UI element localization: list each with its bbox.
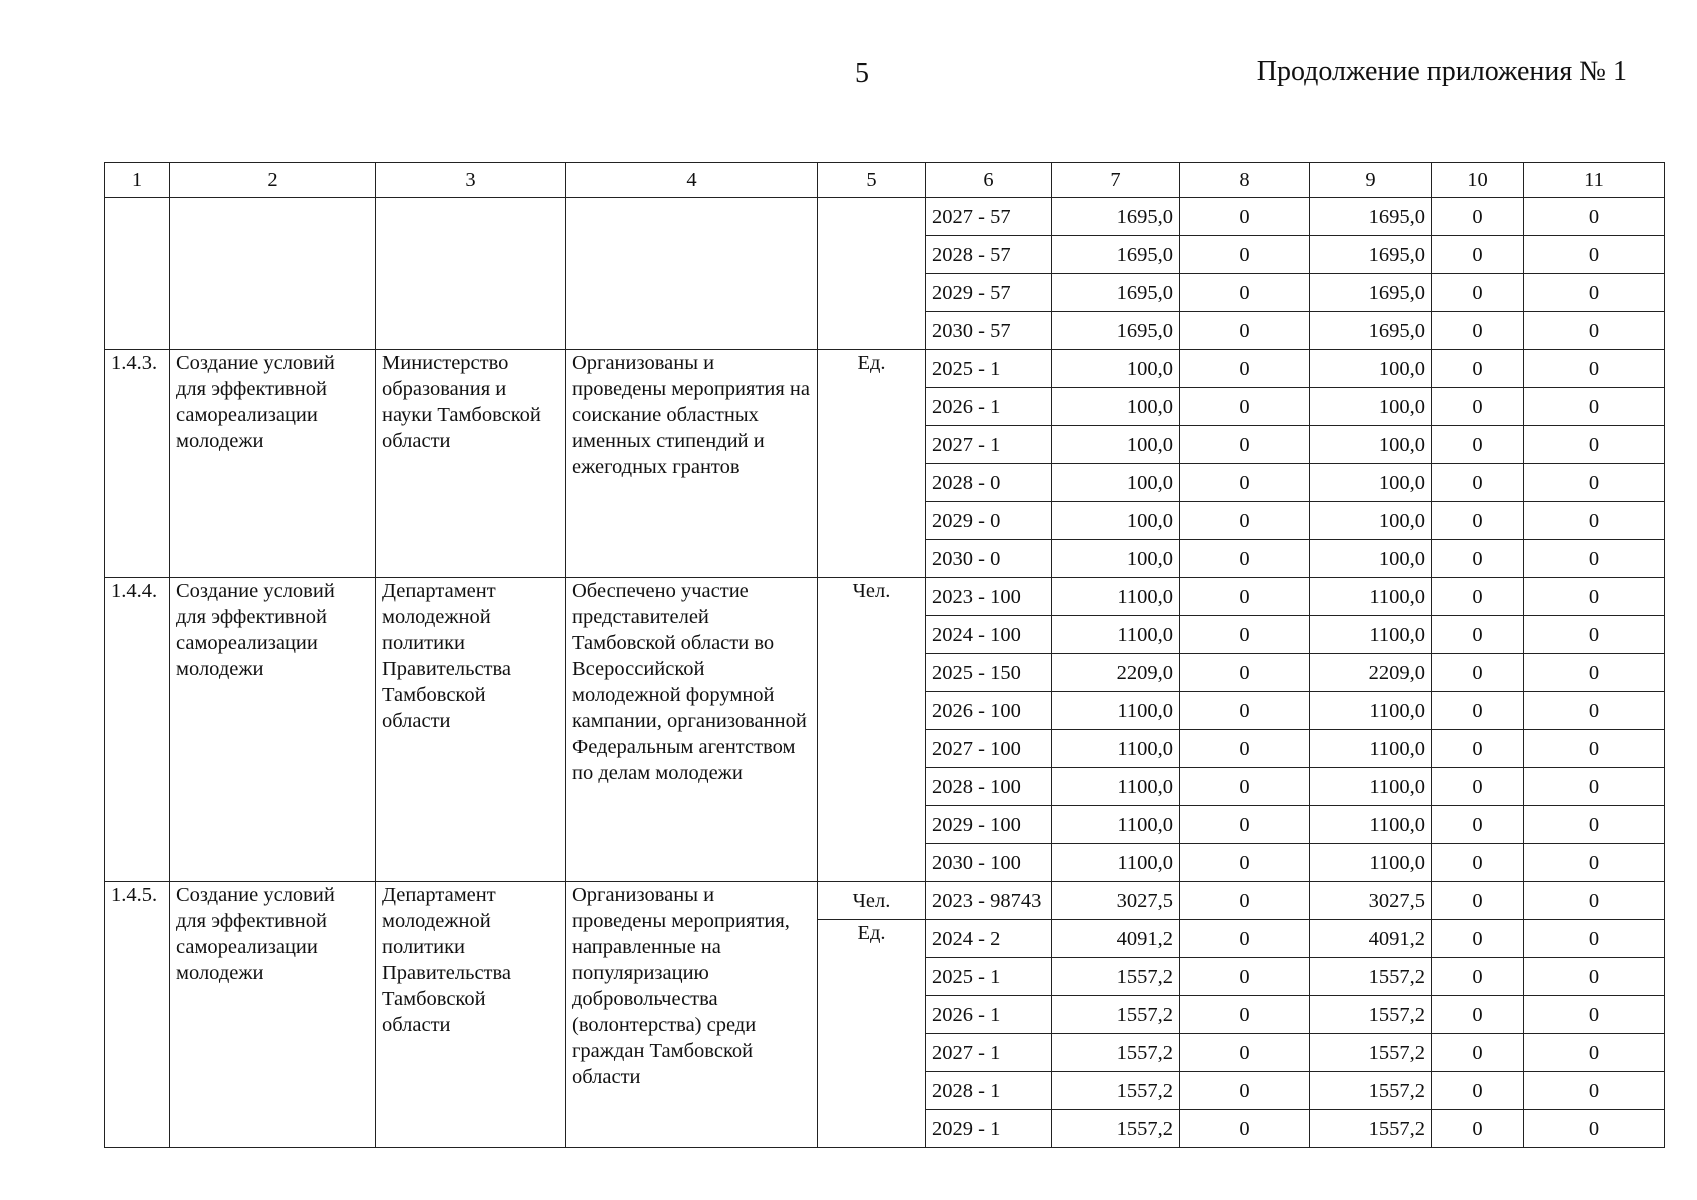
total-funding-cell: 1100,0 xyxy=(1052,806,1180,844)
column-header-6: 6 xyxy=(926,163,1052,198)
year-target-cell: 2029 - 100 xyxy=(926,806,1052,844)
total-funding-cell: 1695,0 xyxy=(1052,198,1180,236)
column-number-row xyxy=(105,163,1665,198)
federal-funding-cell: 0 xyxy=(1180,350,1310,388)
executor-cell: Департамент молодежной политики Правительства Тамбовской области xyxy=(376,882,566,1148)
column-header-10: 10 xyxy=(1432,163,1524,198)
extra-budget-funding-cell: 0 xyxy=(1524,274,1665,312)
local-funding-cell: 0 xyxy=(1432,882,1524,920)
extra-budget-funding-cell: 0 xyxy=(1524,502,1665,540)
year-target-cell: 2028 - 100 xyxy=(926,768,1052,806)
federal-funding-cell: 0 xyxy=(1180,236,1310,274)
year-target-cell: 2023 - 100 xyxy=(926,578,1052,616)
local-funding-cell: 0 xyxy=(1432,312,1524,350)
table-row xyxy=(105,882,1665,920)
federal-funding-cell: 0 xyxy=(1180,768,1310,806)
year-target-cell: 2029 - 0 xyxy=(926,502,1052,540)
executor-cell: Министерство образования и науки Тамбовской области xyxy=(376,350,566,578)
regional-funding-cell: 100,0 xyxy=(1310,426,1432,464)
task-cell: Создание условий для эффективной самореализации молодежи xyxy=(170,882,376,1148)
table-row xyxy=(105,198,1665,236)
regional-funding-cell: 100,0 xyxy=(1310,350,1432,388)
total-funding-cell: 1100,0 xyxy=(1052,844,1180,882)
federal-funding-cell: 0 xyxy=(1180,502,1310,540)
unit-cell: Чел. xyxy=(818,882,926,920)
extra-budget-funding-cell: 0 xyxy=(1524,882,1665,920)
year-target-cell: 2028 - 57 xyxy=(926,236,1052,274)
unit-cell xyxy=(818,198,926,350)
federal-funding-cell: 0 xyxy=(1180,274,1310,312)
unit-cell: Чел. xyxy=(818,578,926,882)
year-target-cell: 2028 - 1 xyxy=(926,1072,1052,1110)
total-funding-cell: 2209,0 xyxy=(1052,654,1180,692)
regional-funding-cell: 1695,0 xyxy=(1310,198,1432,236)
year-target-cell: 2029 - 1 xyxy=(926,1110,1052,1148)
extra-budget-funding-cell: 0 xyxy=(1524,616,1665,654)
year-target-cell: 2023 - 98743 xyxy=(926,882,1052,920)
extra-budget-funding-cell: 0 xyxy=(1524,1072,1665,1110)
number-cell xyxy=(105,198,170,350)
total-funding-cell: 100,0 xyxy=(1052,388,1180,426)
regional-funding-cell: 100,0 xyxy=(1310,540,1432,578)
year-target-cell: 2026 - 1 xyxy=(926,996,1052,1034)
total-funding-cell: 100,0 xyxy=(1052,426,1180,464)
total-funding-cell: 1557,2 xyxy=(1052,958,1180,996)
year-target-cell: 2024 - 2 xyxy=(926,920,1052,958)
table-body xyxy=(105,198,1665,1148)
local-funding-cell: 0 xyxy=(1432,958,1524,996)
total-funding-cell: 100,0 xyxy=(1052,502,1180,540)
regional-funding-cell: 3027,5 xyxy=(1310,882,1432,920)
extra-budget-funding-cell: 0 xyxy=(1524,996,1665,1034)
total-funding-cell: 1100,0 xyxy=(1052,692,1180,730)
year-target-cell: 2027 - 57 xyxy=(926,198,1052,236)
federal-funding-cell: 0 xyxy=(1180,540,1310,578)
extra-budget-funding-cell: 0 xyxy=(1524,312,1665,350)
federal-funding-cell: 0 xyxy=(1180,654,1310,692)
total-funding-cell: 1695,0 xyxy=(1052,312,1180,350)
regional-funding-cell: 1557,2 xyxy=(1310,1072,1432,1110)
executor-cell xyxy=(376,198,566,350)
local-funding-cell: 0 xyxy=(1432,236,1524,274)
regional-funding-cell: 1695,0 xyxy=(1310,312,1432,350)
column-header-11: 11 xyxy=(1524,163,1665,198)
extra-budget-funding-cell: 0 xyxy=(1524,426,1665,464)
local-funding-cell: 0 xyxy=(1432,350,1524,388)
regional-funding-cell: 1100,0 xyxy=(1310,806,1432,844)
column-header-4: 4 xyxy=(566,163,818,198)
result-cell: Организованы и проведены мероприятия, направленные на популяризацию добровольчества (волонтерства) среди граждан Тамбовской области xyxy=(566,882,818,1148)
federal-funding-cell: 0 xyxy=(1180,578,1310,616)
extra-budget-funding-cell: 0 xyxy=(1524,844,1665,882)
column-header-7: 7 xyxy=(1052,163,1180,198)
result-cell: Обеспечено участие представителей Тамбовской области во Всероссийской молодежной форумной кампании, организованной Федеральным агентством по делам молодежи xyxy=(566,578,818,882)
task-cell: Создание условий для эффективной самореализации молодежи xyxy=(170,350,376,578)
regional-funding-cell: 1557,2 xyxy=(1310,996,1432,1034)
total-funding-cell: 1695,0 xyxy=(1052,236,1180,274)
year-target-cell: 2027 - 100 xyxy=(926,730,1052,768)
local-funding-cell: 0 xyxy=(1432,844,1524,882)
regional-funding-cell: 4091,2 xyxy=(1310,920,1432,958)
total-funding-cell: 100,0 xyxy=(1052,350,1180,388)
regional-funding-cell: 1557,2 xyxy=(1310,1110,1432,1148)
total-funding-cell: 1557,2 xyxy=(1052,1072,1180,1110)
local-funding-cell: 0 xyxy=(1432,464,1524,502)
year-target-cell: 2027 - 1 xyxy=(926,426,1052,464)
extra-budget-funding-cell: 0 xyxy=(1524,350,1665,388)
year-target-cell: 2030 - 57 xyxy=(926,312,1052,350)
local-funding-cell: 0 xyxy=(1432,274,1524,312)
local-funding-cell: 0 xyxy=(1432,768,1524,806)
total-funding-cell: 100,0 xyxy=(1052,464,1180,502)
appendix-continuation-title: Продолжение приложения № 1 xyxy=(1256,56,1627,87)
result-cell xyxy=(566,198,818,350)
total-funding-cell: 1100,0 xyxy=(1052,768,1180,806)
local-funding-cell: 0 xyxy=(1432,426,1524,464)
result-cell: Организованы и проведены мероприятия на соискание областных именных стипендий и ежегодных грантов xyxy=(566,350,818,578)
local-funding-cell: 0 xyxy=(1432,502,1524,540)
local-funding-cell: 0 xyxy=(1432,540,1524,578)
table-row xyxy=(105,350,1665,388)
federal-funding-cell: 0 xyxy=(1180,806,1310,844)
total-funding-cell: 1557,2 xyxy=(1052,996,1180,1034)
federal-funding-cell: 0 xyxy=(1180,198,1310,236)
extra-budget-funding-cell: 0 xyxy=(1524,388,1665,426)
unit-cell: Ед. xyxy=(818,350,926,578)
column-header-3: 3 xyxy=(376,163,566,198)
year-target-cell: 2024 - 100 xyxy=(926,616,1052,654)
executor-cell: Департамент молодежной политики Правительства Тамбовской области xyxy=(376,578,566,882)
task-cell xyxy=(170,198,376,350)
extra-budget-funding-cell: 0 xyxy=(1524,1110,1665,1148)
item-number-cell: 1.4.4. xyxy=(105,578,170,882)
extra-budget-funding-cell: 0 xyxy=(1524,198,1665,236)
total-funding-cell: 1695,0 xyxy=(1052,274,1180,312)
local-funding-cell: 0 xyxy=(1432,578,1524,616)
item-number-cell: 1.4.3. xyxy=(105,350,170,578)
extra-budget-funding-cell: 0 xyxy=(1524,464,1665,502)
total-funding-cell: 3027,5 xyxy=(1052,882,1180,920)
year-target-cell: 2026 - 100 xyxy=(926,692,1052,730)
task-cell: Создание условий для эффективной самореализации молодежи xyxy=(170,578,376,882)
regional-funding-cell: 1557,2 xyxy=(1310,1034,1432,1072)
local-funding-cell: 0 xyxy=(1432,198,1524,236)
total-funding-cell: 100,0 xyxy=(1052,540,1180,578)
regional-funding-cell: 100,0 xyxy=(1310,388,1432,426)
column-header-8: 8 xyxy=(1180,163,1310,198)
year-target-cell: 2025 - 1 xyxy=(926,958,1052,996)
federal-funding-cell: 0 xyxy=(1180,616,1310,654)
regional-funding-cell: 1100,0 xyxy=(1310,844,1432,882)
federal-funding-cell: 0 xyxy=(1180,730,1310,768)
local-funding-cell: 0 xyxy=(1432,1110,1524,1148)
table-row xyxy=(105,578,1665,616)
extra-budget-funding-cell: 0 xyxy=(1524,958,1665,996)
federal-funding-cell: 0 xyxy=(1180,1034,1310,1072)
local-funding-cell: 0 xyxy=(1432,920,1524,958)
regional-funding-cell: 100,0 xyxy=(1310,502,1432,540)
extra-budget-funding-cell: 0 xyxy=(1524,692,1665,730)
extra-budget-funding-cell: 0 xyxy=(1524,768,1665,806)
extra-budget-funding-cell: 0 xyxy=(1524,236,1665,274)
total-funding-cell: 1100,0 xyxy=(1052,578,1180,616)
extra-budget-funding-cell: 0 xyxy=(1524,806,1665,844)
regional-funding-cell: 1557,2 xyxy=(1310,958,1432,996)
total-funding-cell: 4091,2 xyxy=(1052,920,1180,958)
federal-funding-cell: 0 xyxy=(1180,882,1310,920)
local-funding-cell: 0 xyxy=(1432,1072,1524,1110)
total-funding-cell: 1100,0 xyxy=(1052,730,1180,768)
year-target-cell: 2025 - 150 xyxy=(926,654,1052,692)
local-funding-cell: 0 xyxy=(1432,806,1524,844)
extra-budget-funding-cell: 0 xyxy=(1524,920,1665,958)
local-funding-cell: 0 xyxy=(1432,388,1524,426)
total-funding-cell: 1557,2 xyxy=(1052,1110,1180,1148)
regional-funding-cell: 1100,0 xyxy=(1310,578,1432,616)
federal-funding-cell: 0 xyxy=(1180,920,1310,958)
plan-table xyxy=(104,162,1665,1148)
local-funding-cell: 0 xyxy=(1432,996,1524,1034)
federal-funding-cell: 0 xyxy=(1180,464,1310,502)
federal-funding-cell: 0 xyxy=(1180,1110,1310,1148)
extra-budget-funding-cell: 0 xyxy=(1524,654,1665,692)
extra-budget-funding-cell: 0 xyxy=(1524,730,1665,768)
total-funding-cell: 1557,2 xyxy=(1052,1034,1180,1072)
extra-budget-funding-cell: 0 xyxy=(1524,540,1665,578)
federal-funding-cell: 0 xyxy=(1180,426,1310,464)
unit-cell: Ед. xyxy=(818,920,926,1148)
regional-funding-cell: 1100,0 xyxy=(1310,730,1432,768)
extra-budget-funding-cell: 0 xyxy=(1524,1034,1665,1072)
year-target-cell: 2027 - 1 xyxy=(926,1034,1052,1072)
column-header-1: 1 xyxy=(105,163,170,198)
regional-funding-cell: 1100,0 xyxy=(1310,616,1432,654)
year-target-cell: 2025 - 1 xyxy=(926,350,1052,388)
year-target-cell: 2029 - 57 xyxy=(926,274,1052,312)
regional-funding-cell: 1100,0 xyxy=(1310,692,1432,730)
year-target-cell: 2028 - 0 xyxy=(926,464,1052,502)
federal-funding-cell: 0 xyxy=(1180,388,1310,426)
local-funding-cell: 0 xyxy=(1432,616,1524,654)
federal-funding-cell: 0 xyxy=(1180,692,1310,730)
federal-funding-cell: 0 xyxy=(1180,312,1310,350)
federal-funding-cell: 0 xyxy=(1180,958,1310,996)
local-funding-cell: 0 xyxy=(1432,654,1524,692)
regional-funding-cell: 1100,0 xyxy=(1310,768,1432,806)
total-funding-cell: 1100,0 xyxy=(1052,616,1180,654)
local-funding-cell: 0 xyxy=(1432,1034,1524,1072)
year-target-cell: 2030 - 100 xyxy=(926,844,1052,882)
extra-budget-funding-cell: 0 xyxy=(1524,578,1665,616)
page-number: 5 xyxy=(855,58,869,89)
year-target-cell: 2026 - 1 xyxy=(926,388,1052,426)
column-header-2: 2 xyxy=(170,163,376,198)
item-number-cell: 1.4.5. xyxy=(105,882,170,1148)
column-header-5: 5 xyxy=(818,163,926,198)
regional-funding-cell: 1695,0 xyxy=(1310,274,1432,312)
federal-funding-cell: 0 xyxy=(1180,1072,1310,1110)
year-target-cell: 2030 - 0 xyxy=(926,540,1052,578)
regional-funding-cell: 1695,0 xyxy=(1310,236,1432,274)
column-header-9: 9 xyxy=(1310,163,1432,198)
local-funding-cell: 0 xyxy=(1432,730,1524,768)
regional-funding-cell: 100,0 xyxy=(1310,464,1432,502)
federal-funding-cell: 0 xyxy=(1180,996,1310,1034)
local-funding-cell: 0 xyxy=(1432,692,1524,730)
regional-funding-cell: 2209,0 xyxy=(1310,654,1432,692)
federal-funding-cell: 0 xyxy=(1180,844,1310,882)
